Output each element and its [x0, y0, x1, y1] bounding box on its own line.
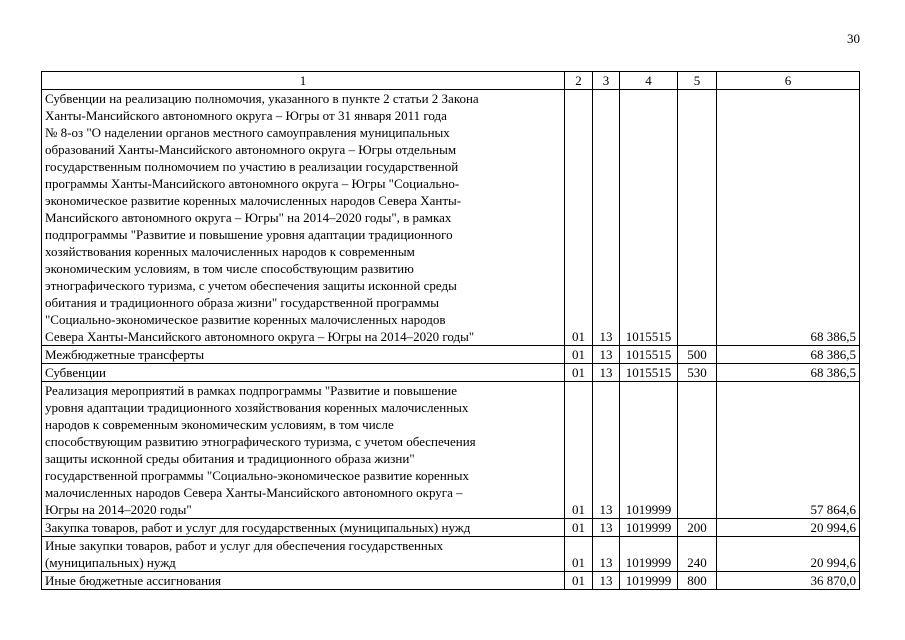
row-description: [42, 572, 565, 590]
description-line: Иные закупки товаров, работ и услуг для обеспечения государственных: [45, 538, 444, 553]
table-row: [42, 382, 860, 519]
page-number: 30: [847, 31, 860, 46]
description-line: хозяйствования коренных малочисленных народов к современным: [45, 244, 415, 259]
column-header: 6: [717, 72, 860, 90]
target-item-cell: 1015515: [620, 364, 678, 382]
description-line: Субвенции: [45, 365, 106, 380]
subsection-code-cell: 13: [593, 364, 620, 382]
target-item-cell: 1015515: [620, 346, 678, 364]
description-line: этнографического туризма, с учетом обеспечения защиты исконной среды: [45, 278, 457, 293]
row-description: [42, 382, 565, 519]
budget-table: [41, 71, 860, 590]
description-line: обитания и традиционного образа жизни" государственной программы: [45, 295, 440, 310]
subsection-code-cell: 13: [593, 382, 620, 519]
section-code-cell: 01: [565, 346, 593, 364]
expense-type-cell: 530: [678, 364, 717, 382]
amount-cell: 57 864,6: [717, 382, 860, 519]
expense-type-cell: [678, 90, 717, 346]
column-header: 5: [678, 72, 717, 90]
description-line: защиты исконной среды обитания и традиционного образа жизни": [45, 451, 415, 466]
table-header-row: [42, 72, 860, 90]
section-code-cell: 01: [565, 382, 593, 519]
description-line: "Социально-экономическое развитие коренных малочисленных народов: [45, 312, 446, 327]
description-line: образований Ханты-Мансийского автономного округа – Югры отдельным: [45, 142, 457, 157]
description-line: государственной программы "Социально-экономическое развитие коренных: [45, 468, 469, 483]
description-line: экономическое развитие коренных малочисленных народов Севера Ханты-: [45, 193, 462, 208]
section-code-cell: 01: [565, 364, 593, 382]
description-line: № 8-оз "О наделении органов местного самоуправления муниципальных: [45, 125, 450, 140]
table-row: [42, 90, 860, 346]
table-row: [42, 364, 860, 382]
row-description: [42, 364, 565, 382]
description-line: программы Ханты-Мансийского автономного округа – Югры "Социально-: [45, 176, 460, 191]
target-item-cell: 1019999: [620, 537, 678, 572]
subsection-code-cell: 13: [593, 537, 620, 572]
column-header: 1: [42, 72, 565, 90]
expense-type-cell: [678, 382, 717, 519]
amount-cell: 36 870,0: [717, 572, 860, 590]
description-line: Иные бюджетные ассигнования: [45, 573, 222, 588]
section-code-cell: 01: [565, 90, 593, 346]
table-row: [42, 346, 860, 364]
subsection-code-cell: 13: [593, 346, 620, 364]
section-code-cell: 01: [565, 572, 593, 590]
column-header: 2: [565, 72, 593, 90]
column-header: 3: [593, 72, 620, 90]
description-line: Мансийского автономного округа – Югры" на 2014–2020 годы", в рамках: [45, 210, 452, 225]
description-line: Севера Ханты-Мансийского автономного округа – Югры на 2014–2020 годы": [45, 329, 475, 344]
subsection-code-cell: 13: [593, 90, 620, 346]
description-line: экономическим условиям, в том числе способствующим развитию: [45, 261, 414, 276]
description-line: государственным полномочием по участию в реализации государственной: [45, 159, 459, 174]
description-line: Субвенции на реализацию полномочия, указанного в пункте 2 статьи 2 Закона: [45, 91, 479, 106]
target-item-cell: 1015515: [620, 90, 678, 346]
description-line: Югры на 2014–2020 годы": [45, 502, 192, 517]
description-line: Закупка товаров, работ и услуг для государственных (муниципальных) нужд: [45, 520, 471, 535]
expense-type-cell: 500: [678, 346, 717, 364]
row-description: [42, 519, 565, 537]
description-line: Реализация мероприятий в рамках подпрограммы "Развитие и повышение: [45, 383, 458, 398]
row-description: [42, 346, 565, 364]
row-description: [42, 537, 565, 572]
description-line: способствующим развитию этнографического туризма, с учетом обеспечения: [45, 434, 476, 449]
expense-type-cell: 240: [678, 537, 717, 572]
table-row: [42, 537, 860, 572]
target-item-cell: 1019999: [620, 519, 678, 537]
section-code-cell: 01: [565, 537, 593, 572]
description-line: народов к современным экономическим условиям, в том числе: [45, 417, 394, 432]
description-line: малочисленных народов Севера Ханты-Мансийского автономного округа –: [45, 485, 463, 500]
description-line: Межбюджетные трансферты: [45, 347, 205, 362]
table-row: [42, 519, 860, 537]
table-row: [42, 572, 860, 590]
amount-cell: 68 386,5: [717, 346, 860, 364]
amount-cell: 68 386,5: [717, 90, 860, 346]
section-code-cell: 01: [565, 519, 593, 537]
row-description: [42, 90, 565, 346]
description-line: подпрограммы "Развитие и повышение уровня адаптации традиционного: [45, 227, 453, 242]
description-line: Ханты-Мансийского автономного округа – Югры от 31 января 2011 года: [45, 108, 447, 123]
table-body: [42, 90, 860, 590]
target-item-cell: 1019999: [620, 572, 678, 590]
expense-type-cell: 200: [678, 519, 717, 537]
subsection-code-cell: 13: [593, 519, 620, 537]
subsection-code-cell: 13: [593, 572, 620, 590]
amount-cell: 68 386,5: [717, 364, 860, 382]
expense-type-cell: 800: [678, 572, 717, 590]
amount-cell: 20 994,6: [717, 519, 860, 537]
target-item-cell: 1019999: [620, 382, 678, 519]
description-line: уровня адаптации традиционного хозяйствования коренных малочисленных: [45, 400, 469, 415]
amount-cell: 20 994,6: [717, 537, 860, 572]
column-header: 4: [620, 72, 678, 90]
description-line: (муниципальных) нужд: [45, 555, 176, 570]
